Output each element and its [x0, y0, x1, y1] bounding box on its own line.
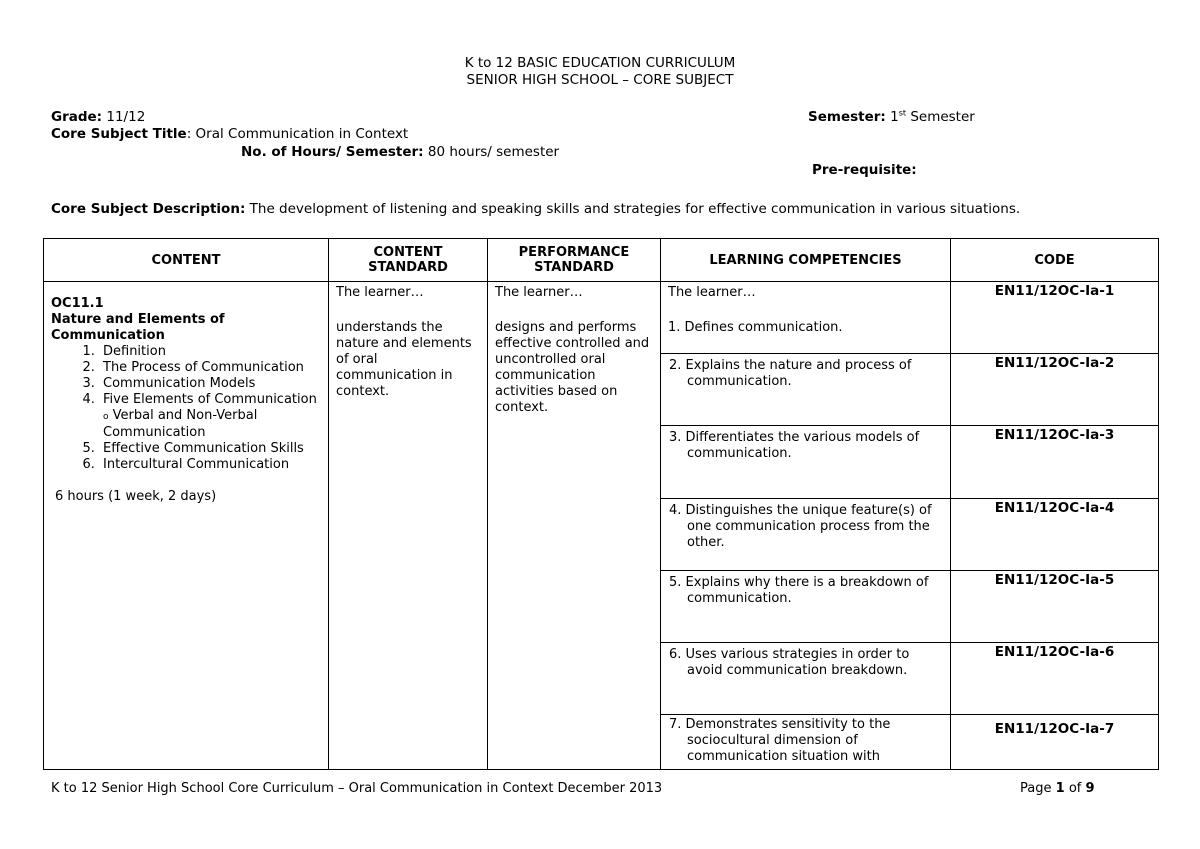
page-total: 9: [1085, 781, 1095, 796]
topic-text: Five Elements of Communication: [103, 392, 317, 407]
list-item: 5. Effective Communication Skills: [99, 441, 321, 457]
competency-code: EN11/12OC-Ia-4: [951, 499, 1159, 571]
grade-value: 11/12: [106, 109, 146, 125]
semester-suffix: st: [898, 108, 907, 118]
semester-text: Semester: [910, 109, 975, 125]
competency-code: EN11/12OC-Ia-3: [951, 426, 1159, 499]
competency-code: EN11/12OC-Ia-7: [951, 715, 1159, 770]
document-title: K to 12 BASIC EDUCATION CURRICULUM: [464, 55, 736, 71]
competency-text: 2. Explains the nature and process of communication.: [669, 358, 912, 389]
competency-cell: [661, 282, 951, 354]
footer-text: K to 12 Senior High School Core Curriculum – Oral Communication in Context December 2013: [51, 781, 663, 796]
competency-text: 6. Uses various strategies in order to avoid communication breakdown.: [669, 647, 910, 678]
semester-field: [808, 109, 975, 125]
page-indicator: [1020, 781, 1095, 796]
description-value: The development of listening and speaking skills and strategies for effective communication in various situations.: [249, 201, 1021, 217]
header-content-standard-line1: CONTENT: [373, 245, 443, 260]
header-content-standard: [329, 239, 488, 282]
content-standard-text: understands the nature and elements of oral communication in context.: [336, 320, 472, 399]
header-content-standard-line2: STANDARD: [368, 260, 448, 275]
competency-code: EN11/12OC-Ia-5: [951, 571, 1159, 643]
hours-field: [241, 144, 559, 160]
competency-cell: [661, 354, 951, 426]
topics-list: [51, 344, 321, 473]
competency-text: 3. Differentiates the various models of communication.: [669, 430, 920, 461]
list-item: 2. The Process of Communication: [99, 360, 321, 376]
page-current: 1: [1055, 781, 1065, 796]
performance-standard-intro: The learner…: [495, 285, 583, 300]
grade-label: Grade:: [51, 109, 103, 125]
list-item: 3. Communication Models: [99, 376, 321, 392]
list-item: [99, 392, 321, 441]
competency-cell: [661, 643, 951, 715]
sub-bullet-icon: o: [103, 412, 109, 422]
content-cell: [44, 282, 329, 770]
content-hours: 6 hours (1 week, 2 days): [55, 489, 217, 504]
document-subtitle: SENIOR HIGH SCHOOL – CORE SUBJECT: [466, 72, 734, 88]
list-item: 6. Intercultural Communication: [99, 457, 321, 473]
content-standard-intro: The learner…: [336, 285, 424, 300]
list-item: 1. Definition: [99, 344, 321, 360]
semester-label: Semester:: [808, 109, 886, 125]
content-standard-cell: [329, 282, 488, 770]
competency-code: EN11/12OC-Ia-2: [951, 354, 1159, 426]
curriculum-table: [43, 238, 1159, 770]
hours-value: 80 hours/ semester: [427, 144, 560, 160]
subject-title-value: : Oral Communication in Context: [186, 126, 409, 142]
header-content: CONTENT: [44, 239, 329, 282]
table-row: [44, 282, 1159, 354]
subject-title-label: Core Subject Title: [51, 126, 187, 142]
competency-text: 1. Defines communication.: [668, 320, 843, 335]
page-of: of: [1068, 781, 1082, 796]
description-field: [51, 201, 1020, 217]
hours-label: No. of Hours/ Semester:: [241, 144, 424, 160]
competencies-intro: The learner…: [668, 285, 756, 300]
table-header-row: [44, 239, 1159, 282]
competency-cell: [661, 715, 951, 770]
performance-standard-cell: [488, 282, 661, 770]
prerequisite-label: Pre-requisite:: [812, 162, 917, 178]
header-code: CODE: [951, 239, 1159, 282]
performance-standard-text: designs and performs effective controlled and uncontrolled oral communication activities based on context.: [495, 320, 650, 415]
competency-cell: [661, 426, 951, 499]
header-performance-standard-line2: STANDARD: [534, 260, 614, 275]
competency-code: EN11/12OC-Ia-6: [951, 643, 1159, 715]
competency-code: EN11/12OC-Ia-1: [951, 282, 1159, 354]
content-title: Nature and Elements of Communication: [51, 312, 225, 343]
subject-title-field: [51, 126, 408, 142]
description-label: Core Subject Description:: [51, 201, 246, 217]
semester-number: 1: [890, 109, 899, 125]
header-learning-competencies: LEARNING COMPETENCIES: [661, 239, 951, 282]
prerequisite-field: [812, 162, 917, 178]
content-ref: OC11.1: [51, 296, 104, 311]
grade-field: [51, 109, 145, 125]
sub-topic-text: Verbal and Non-Verbal Communication: [103, 408, 258, 440]
competency-text: 7. Demonstrates sensitivity to the sociocultural dimension of communication situation with: [669, 717, 891, 764]
competency-text: 5. Explains why there is a breakdown of communication.: [669, 575, 929, 606]
header-performance-standard: [488, 239, 661, 282]
competency-text: 4. Distinguishes the unique feature(s) of one communication process from the other.: [669, 503, 932, 550]
competency-cell: [661, 499, 951, 571]
competency-cell: [661, 571, 951, 643]
header-performance-standard-line1: PERFORMANCE: [518, 245, 630, 260]
page-label: Page: [1020, 781, 1052, 796]
